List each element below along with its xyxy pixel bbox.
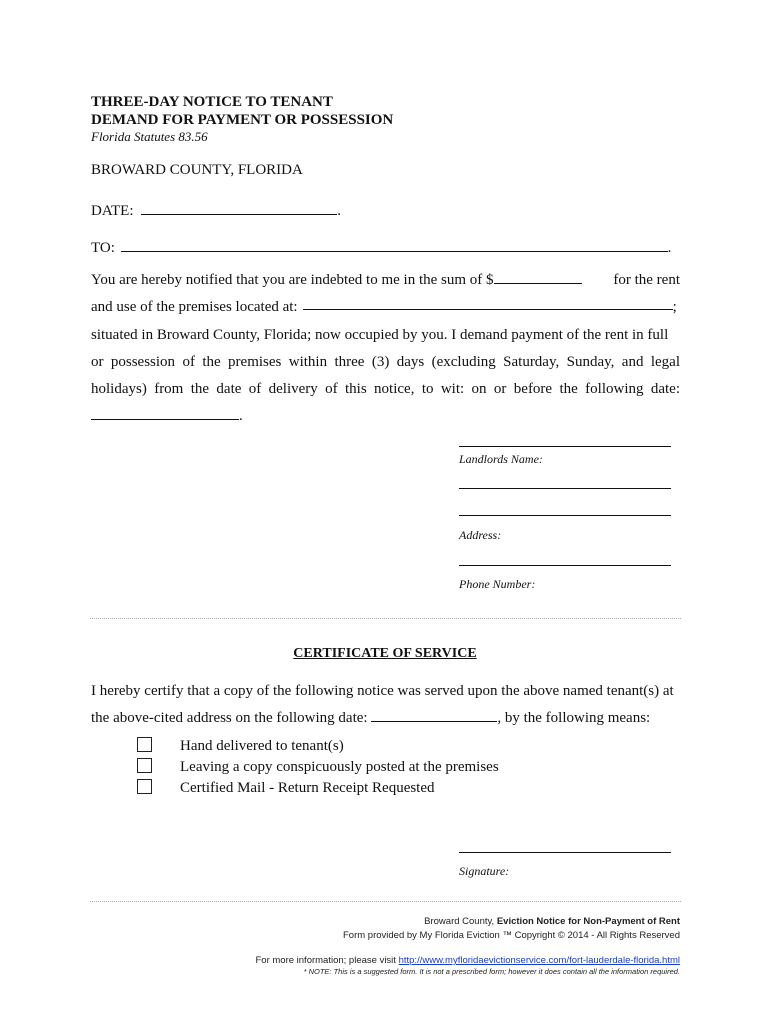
footer-more-info-text: For more information; please visit [255, 955, 396, 966]
body-line1-end: for the rent [613, 272, 680, 288]
certificate-line1: I hereby certify that a copy of the following notice was served upon the above named tenant(s) at [91, 683, 674, 699]
landlord-name-label: Landlords Name: [459, 452, 543, 466]
footer-divider [90, 901, 681, 902]
posted-copy-checkbox[interactable] [137, 758, 152, 773]
notice-subtitle: DEMAND FOR PAYMENT OR POSSESSION [91, 112, 394, 128]
notice-body: You are hereby notified that you are indebted to me in the sum of $ for the rent and use of the premises located at: ; situated in Broward County, Florida; now occupied by you. I demand payment of the rent in full or possession of the premises within three (3) days (excluding Saturday, Sunday, and legal holidays) from the date of delivery of this notice, to wit: on or before the following date: . [91, 267, 680, 431]
address-line-2[interactable] [459, 515, 671, 516]
body-line2-text: and use of the premises located at: [91, 299, 298, 316]
statute-reference: Florida Statutes 83.56 [91, 129, 208, 144]
footer-copyright: Form provided by My Florida Eviction ™ Copyright © 2014 - All Rights Reserved [343, 930, 680, 941]
notice-title: THREE-DAY NOTICE TO TENANT [91, 94, 333, 110]
service-option [137, 736, 344, 757]
address-line-1[interactable] [459, 488, 671, 489]
certified-mail-checkbox[interactable] [137, 779, 152, 794]
certificate-line2-text: the above-cited address on the following date: [91, 710, 368, 727]
signature-label: Signature: [459, 864, 510, 878]
footer-county: Broward County, [424, 916, 495, 927]
to-field[interactable] [121, 236, 668, 252]
county-heading: BROWARD COUNTY, FLORIDA [91, 162, 303, 178]
amount-field[interactable] [494, 268, 582, 284]
service-option [137, 778, 435, 799]
date-row: DATE: . [91, 199, 341, 220]
footer-note: * NOTE: This is a suggested form. It is not a prescribed form; however it does contain all the information required. [303, 967, 680, 976]
footer-more-info [255, 955, 680, 966]
certificate-body [91, 678, 680, 733]
body-line3: situated in Broward County, Florida; now occupied by you. I demand payment of the rent in full [91, 326, 669, 343]
deadline-date-field[interactable] [91, 404, 239, 420]
body-line1-text: You are hereby notified that you are indebted to me in the sum of $ [91, 272, 494, 288]
premises-address-field[interactable] [303, 294, 673, 310]
body-line5: holidays) from the date of delivery of this notice, to wit: on or before the following date: [91, 381, 680, 398]
signature-line[interactable] [459, 852, 671, 853]
service-option-label: Certified Mail - Return Receipt Requested [180, 780, 435, 796]
service-option-label: Leaving a copy conspicuously posted at the premises [180, 759, 499, 775]
section-divider [90, 618, 681, 619]
footer-form-name: Eviction Notice for Non-Payment of Rent [496, 916, 680, 927]
date-label: DATE: [91, 203, 134, 219]
service-date-field[interactable] [371, 706, 497, 722]
hand-delivered-checkbox[interactable] [137, 737, 152, 752]
phone-line[interactable] [459, 565, 671, 566]
address-label: Address: [459, 528, 502, 542]
footer-website-link[interactable]: http://www.myfloridaevictionservice.com/fort-lauderdale-florida.html [398, 955, 680, 966]
to-row: TO: . [91, 236, 671, 257]
date-field[interactable] [141, 199, 337, 215]
service-option-label: Hand delivered to tenant(s) [180, 738, 344, 754]
footer-form-title [424, 916, 680, 927]
certificate-line2-end: , by the following means: [497, 710, 651, 727]
phone-label: Phone Number: [459, 577, 536, 591]
to-label: TO: [91, 240, 115, 256]
certificate-title: CERTIFICATE OF SERVICE [293, 646, 477, 661]
landlord-name-line[interactable] [459, 446, 671, 447]
body-line4: or possession of the premises within three (3) days (excluding Saturday, Sunday, and legal [91, 353, 680, 370]
service-option [137, 757, 499, 778]
